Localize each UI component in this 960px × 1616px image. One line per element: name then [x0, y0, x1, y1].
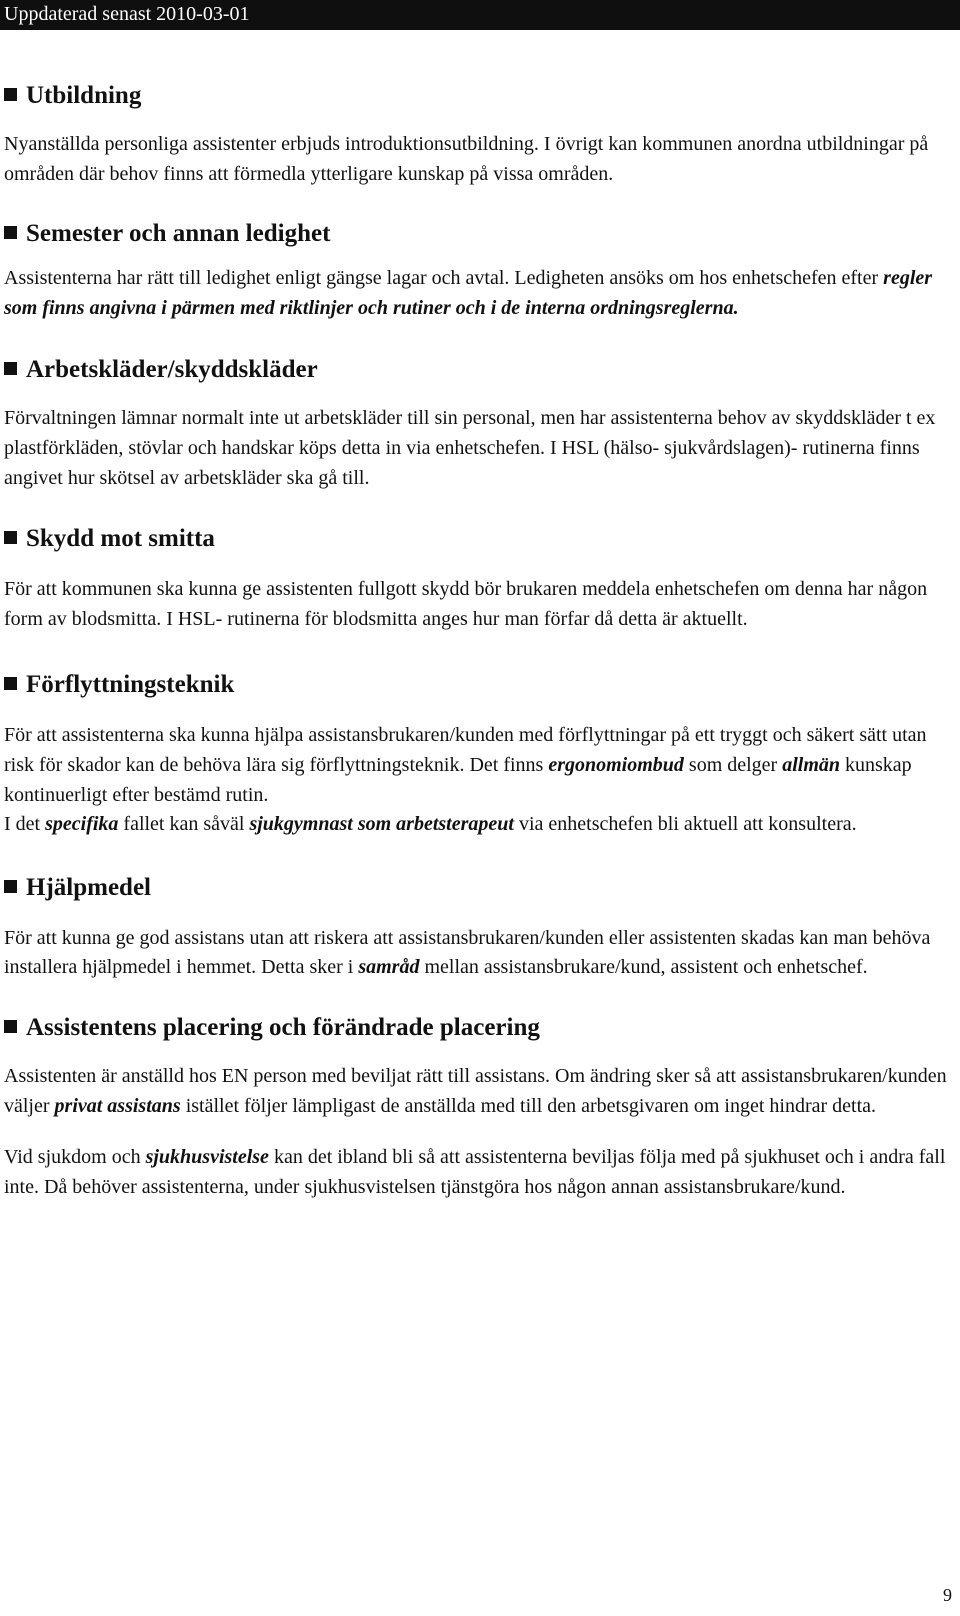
square-bullet-icon [4, 88, 17, 101]
header-updated-date: Uppdaterad senast 2010-03-01 [4, 3, 250, 25]
section-heading-forflyttningsteknik [4, 669, 952, 701]
heading-text: Semester och annan ledighet [26, 220, 331, 248]
section-heading-assistentens-placering [4, 1012, 952, 1044]
text-run: som delger [683, 753, 783, 776]
heading-text: Förflyttningsteknik [26, 671, 235, 699]
text-run: Assistenten är anställd hos EN person med beviljat rätt till assistans. Om ändring sker så att assistansbrukaren/kunden väljer [4, 1064, 947, 1117]
text-run: fallet kan såväl [118, 813, 250, 836]
text-run: istället följer lämpligast de anställda med till den arbetsgivaren om inget hindrar detta. [180, 1094, 877, 1117]
section-heading-utbildning [4, 80, 952, 112]
section-heading-hjalpmedel [4, 872, 952, 904]
text-run: För att kunna ge god assistans utan att riskera att assistansbrukaren/kunden eller assistenten skadas kan man behöva installera hjälpmedel i hemmet. Detta sker i [4, 926, 931, 979]
page-header [0, 0, 960, 30]
section-heading-arbetsklader [4, 354, 952, 386]
heading-text: Utbildning [26, 82, 142, 109]
emphasis-run: sjukgymnast som arbetsterapeut [249, 813, 514, 836]
square-bullet-icon [4, 226, 17, 239]
square-bullet-icon [4, 677, 17, 690]
paragraph-skydd-mot-smitta: För att kommunen ska kunna ge assistenten fullgott skydd bör brukaren meddela enhetschefen om denna har någon form av blodsmitta. I HSL- rutinerna för blodsmitta anges hur man förfar då detta är aktuellt. [4, 578, 928, 630]
emphasis-run: regler som finns angivna i pärmen med riktlinjer och rutiner och i de interna ordningsreglerna. [4, 267, 933, 319]
page-number: 9 [943, 1585, 952, 1605]
heading-text: Arbetskläder/skyddskläder [26, 356, 318, 384]
heading-text: Skydd mot smitta [26, 525, 215, 553]
text-run: kunskap kontinuerligt efter bestämd rutin. [4, 753, 912, 806]
square-bullet-icon [4, 880, 17, 893]
emphasis-run: samråd [358, 956, 420, 979]
square-bullet-icon [4, 362, 17, 375]
paragraph-hjalpmedel [4, 924, 952, 983]
heading-text: Assistentens placering och förändrade placering [26, 1013, 540, 1041]
square-bullet-icon [4, 1020, 17, 1033]
text-run: kan det ibland bli så att assistenterna beviljas följa med på sjukhuset och i andra fall inte. Då behöver assistenterna, under sjukhusvistelsen tjänstgöra hos någon annan assistansbrukare/kund. [4, 1146, 946, 1198]
emphasis-run: ergonomiombud [548, 753, 684, 776]
emphasis-run: privat assistans [54, 1094, 181, 1117]
square-bullet-icon [4, 531, 17, 544]
text-run: via enhetschefen bli aktuell att konsultera. [513, 813, 857, 836]
text-run: Assistenterna har rätt till ledighet enligt gängse lagar och avtal. Ledigheten ansöks om hos enhetschefen efter [4, 267, 884, 290]
document-body [4, 80, 952, 1202]
section-heading-semester [4, 218, 952, 250]
paragraph-semester [4, 264, 952, 323]
emphasis-run: allmän [782, 753, 841, 776]
text-run: Vid sjukdom och [4, 1146, 146, 1169]
paragraph-placering-2 [4, 1143, 952, 1202]
text-run: mellan assistansbrukare/kund, assistent och enhetschef. [419, 956, 868, 979]
emphasis-run: sjukhusvistelse [145, 1146, 269, 1169]
text-run: För att assistenterna ska kunna hjälpa assistansbrukaren/kunden med förflyttningar på ett tryggt och säkert sätt utan risk för skador kan de behöva lära sig förflyttningsteknik. Det finns [4, 724, 927, 776]
paragraph-arbetsklader: Förvaltningen lämnar normalt inte ut arbetskläder till sin personal, men har assistenterna behov av skyddskläder t ex plastförkläden, stövlar och handskar köps detta in via enhetschefen. I HSL (hälso- sjukvårdslagen)- rutinerna finns angivet hur skötsel av arbetskläder ska gå till. [4, 407, 936, 489]
paragraph-placering-1 [4, 1062, 952, 1121]
section-heading-skydd-mot-smitta [4, 523, 952, 555]
paragraph-utbildning: Nyanställda personliga assistenter erbjuds introduktionsutbildning. I övrigt kan kommunen anordna utbildningar på områden där behov finns att förmedla ytterligare kunskap på vissa områden. [4, 133, 929, 185]
paragraph-forflyttningsteknik-1 [4, 721, 952, 810]
text-run: I det [4, 813, 46, 836]
heading-text: Hjälpmedel [26, 873, 151, 901]
emphasis-run: specifika [45, 813, 119, 836]
paragraph-forflyttningsteknik-2 [4, 810, 952, 840]
